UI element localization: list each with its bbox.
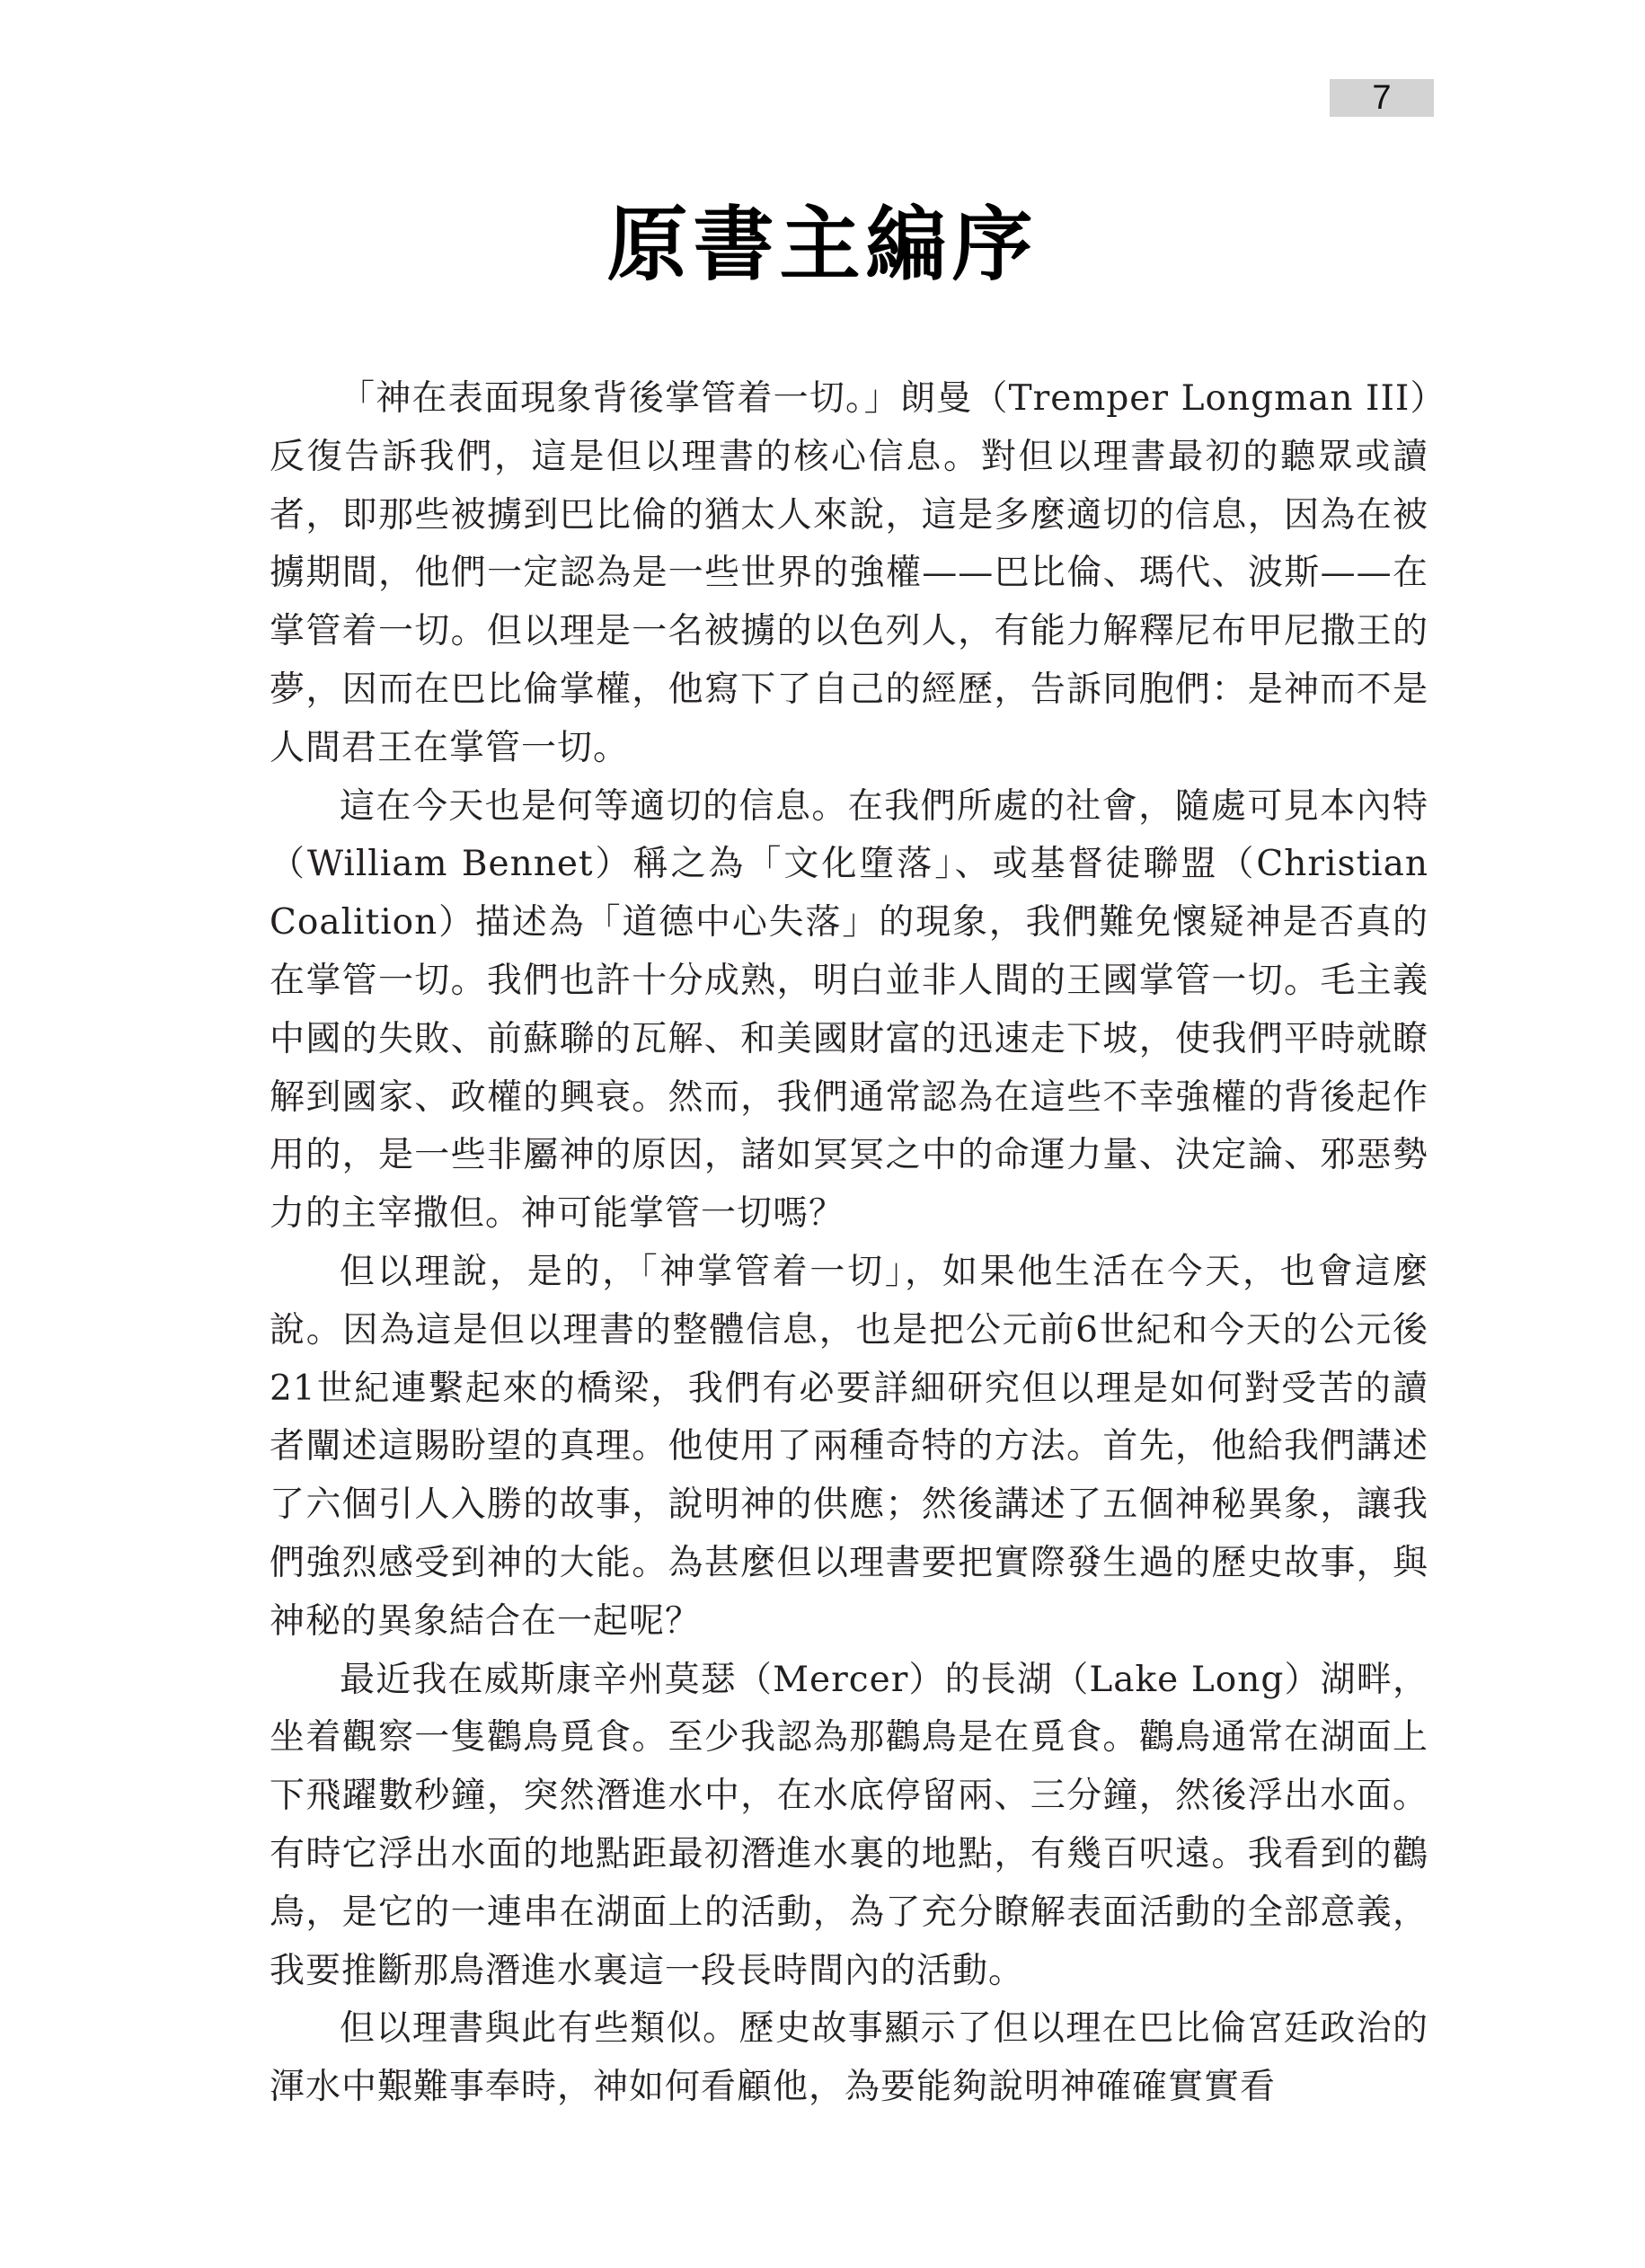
body-text — [270, 370, 1428, 2239]
paragraph-4: 最近我在威斯康辛州莫瑟（Mercer）的長湖（Lake Long）湖畔，坐着觀察一隻鸛鳥覓食。至少我認為那鸛鳥是在覓食。鸛鳥通常在湖面上下飛躍數秒鐘，突然潛進水中，在水底停留兩、三分鐘，然後浮出水面。有時它浮出水面的地點距最初潛進水裏的地點，有幾百呎遠。我看到的鸛鳥，是它的一連串在湖面上的活動，為了充分瞭解表面活動的全部意義，我要推斷那鳥潛進水裏這一段長時間內的活動。 — [270, 1659, 1428, 1991]
paragraph-1: 「神在表面現象背後掌管着一切。」朗曼（Tremper Longman III）反復告訴我們，這是但以理書的核心信息。對但以理書最初的聽眾或讀者，即那些被擄到巴比倫的猶太人來說，這是多麼適切的信息，因為在被擄期間，他們一定認為是一些世界的強權——巴比倫、瑪代、波斯——在掌管着一切。但以理是一名被擄的以色列人，有能力解釋尼布甲尼撒王的夢，因而在巴比倫掌權，他寫下了自己的經歷，告訴同胞們：是神而不是人間君王在掌管一切。 — [270, 378, 1428, 768]
paragraph-5: 但以理書與此有些類似。歷史故事顯示了但以理在巴比倫宮廷政治的渾水中艱難事奉時，神如何看顧他，為要能夠說明神確確實實看 — [270, 2008, 1428, 2108]
chapter-title: 原書主編序 — [606, 198, 1039, 292]
page-number: 7 — [1330, 79, 1434, 117]
paragraph-2: 這在今天也是何等適切的信息。在我們所處的社會，隨處可見本內特（William Bennet）稱之為「文化墮落」、或基督徒聯盟（Christian Coalition）描述為「道德中心失落」的現象，我們難免懷疑神是否真的在掌管一切。我們也許十分成熟，明白並非人間的王國掌管一切。毛主義中國的失敗、前蘇聯的瓦解、和美國財富的迅速走下坡，使我們平時就瞭解到國家、政權的興衰。然而，我們通常認為在這些不幸強權的背後起作用的，是一些非屬神的原因，諸如冥冥之中的命運力量、決定論、邪惡勢力的主宰撒但。神可能掌管一切嗎？ — [270, 785, 1428, 1235]
paragraph-3: 但以理說，是的，「神掌管着一切」，如果他生活在今天，也會這麼說。因為這是但以理書的整體信息，也是把公元前6世紀和今天的公元後21世紀連繫起來的橋梁，我們有必要詳細研究但以理是如何對受苦的讀者闡述這賜盼望的真理。他使用了兩種奇特的方法。首先，他給我們講述了六個引人入勝的故事，說明神的供應；然後講述了五個神秘異象，讓我們強烈感受到神的大能。為甚麼但以理書要把實際發生過的歷史故事，與神秘的異象結合在一起呢？ — [270, 1251, 1428, 1642]
